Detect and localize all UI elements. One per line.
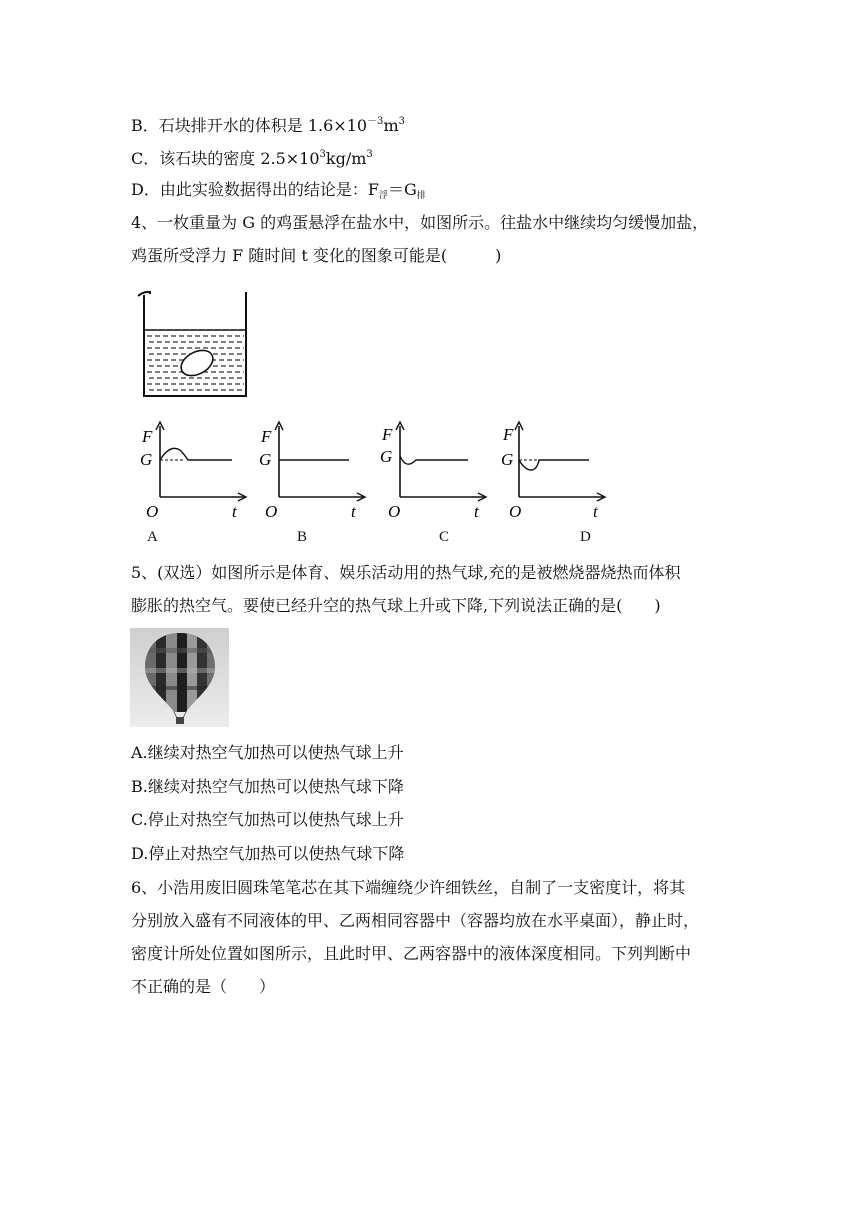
graph-d-g-label: G <box>501 450 514 469</box>
graph-caption-c: C <box>439 529 450 545</box>
graph-c-f-label: F <box>382 425 393 444</box>
graph-c-g-label: G <box>380 447 393 466</box>
graph-a-t-label: t <box>232 502 237 520</box>
q4-stem-line2: 鸡蛋所受浮力 F 随时间 t 变化的图象可能是( ) <box>131 246 502 265</box>
q3-option-c: C．该石块的密度 $2.5\times 10^3kg/m^3$ <box>131 149 373 168</box>
graph-option-b <box>255 420 371 520</box>
graph-d-f-label: F <box>503 425 514 444</box>
q4-stem-line1: 4、一枚重量为 G 的鸡蛋悬浮在盐水中，如图所示。往盐水中继续均匀缓慢加盐， <box>131 213 709 232</box>
graph-c-o-label: O <box>388 502 401 520</box>
graph-caption-b: B <box>297 529 308 545</box>
q5-option-b: B.继续对热空气加热可以使热气球下降 <box>131 777 404 796</box>
q5-stem-line1: 5、(双选）如图所示是体育、娱乐活动用的热气球,充的是被燃烧器烧热而体积 <box>131 563 681 582</box>
graph-option-a <box>136 420 252 520</box>
hot-air-balloon-image <box>130 628 229 727</box>
graph-a-g-label: G <box>140 450 153 469</box>
graph-option-d <box>495 420 611 520</box>
q3-option-b: B．石块排开水的体积是 $1.6\times 10^{-3}m^3$ <box>131 116 405 135</box>
q6-stem-line4: 不正确的是（ ） <box>131 977 276 996</box>
graph-d-o-label: O <box>509 502 522 520</box>
graph-option-c <box>376 420 492 520</box>
graph-caption-d: D <box>580 529 591 545</box>
q6-stem-line1: 6、小浩用废旧圆珠笔笔芯在其下端缠绕少许细铁丝，自制了一支密度计，将其 <box>131 878 686 897</box>
graph-b-o-label: O <box>265 502 278 520</box>
q3-option-d: D．由此实验数据得出的结论是：$F_浮=G_排$ <box>131 180 426 201</box>
graph-a-f-label: F <box>142 427 153 446</box>
q6-stem-line3: 密度计所处位置如图所示，且此时甲、乙两容器中的液体深度相同。下列判断中 <box>131 944 692 963</box>
q5-option-c: C.停止对热空气加热可以使热气球上升 <box>131 810 404 829</box>
graph-a-o-label: O <box>146 502 159 520</box>
q6-stem-line2: 分别放入盛有不同液体的甲、乙两相同容器中（容器均放在水平桌面），静止时， <box>131 911 700 930</box>
graph-c-t-label: t <box>474 502 479 520</box>
graph-b-f-label: F <box>261 427 272 446</box>
q5-option-a: A.继续对热空气加热可以使热气球上升 <box>131 743 404 762</box>
q5-stem-line2: 膨胀的热空气。要使已经升空的热气球上升或下降,下列说法正确的是( ) <box>131 596 661 615</box>
graph-b-g-label: G <box>259 450 272 469</box>
graph-d-t-label: t <box>593 502 598 520</box>
graph-caption-a: A <box>147 529 158 545</box>
q5-option-d: D.停止对热空气加热可以使热气球下降 <box>131 844 405 863</box>
beaker-with-egg-figure <box>136 290 250 398</box>
graph-b-t-label: t <box>351 502 356 520</box>
